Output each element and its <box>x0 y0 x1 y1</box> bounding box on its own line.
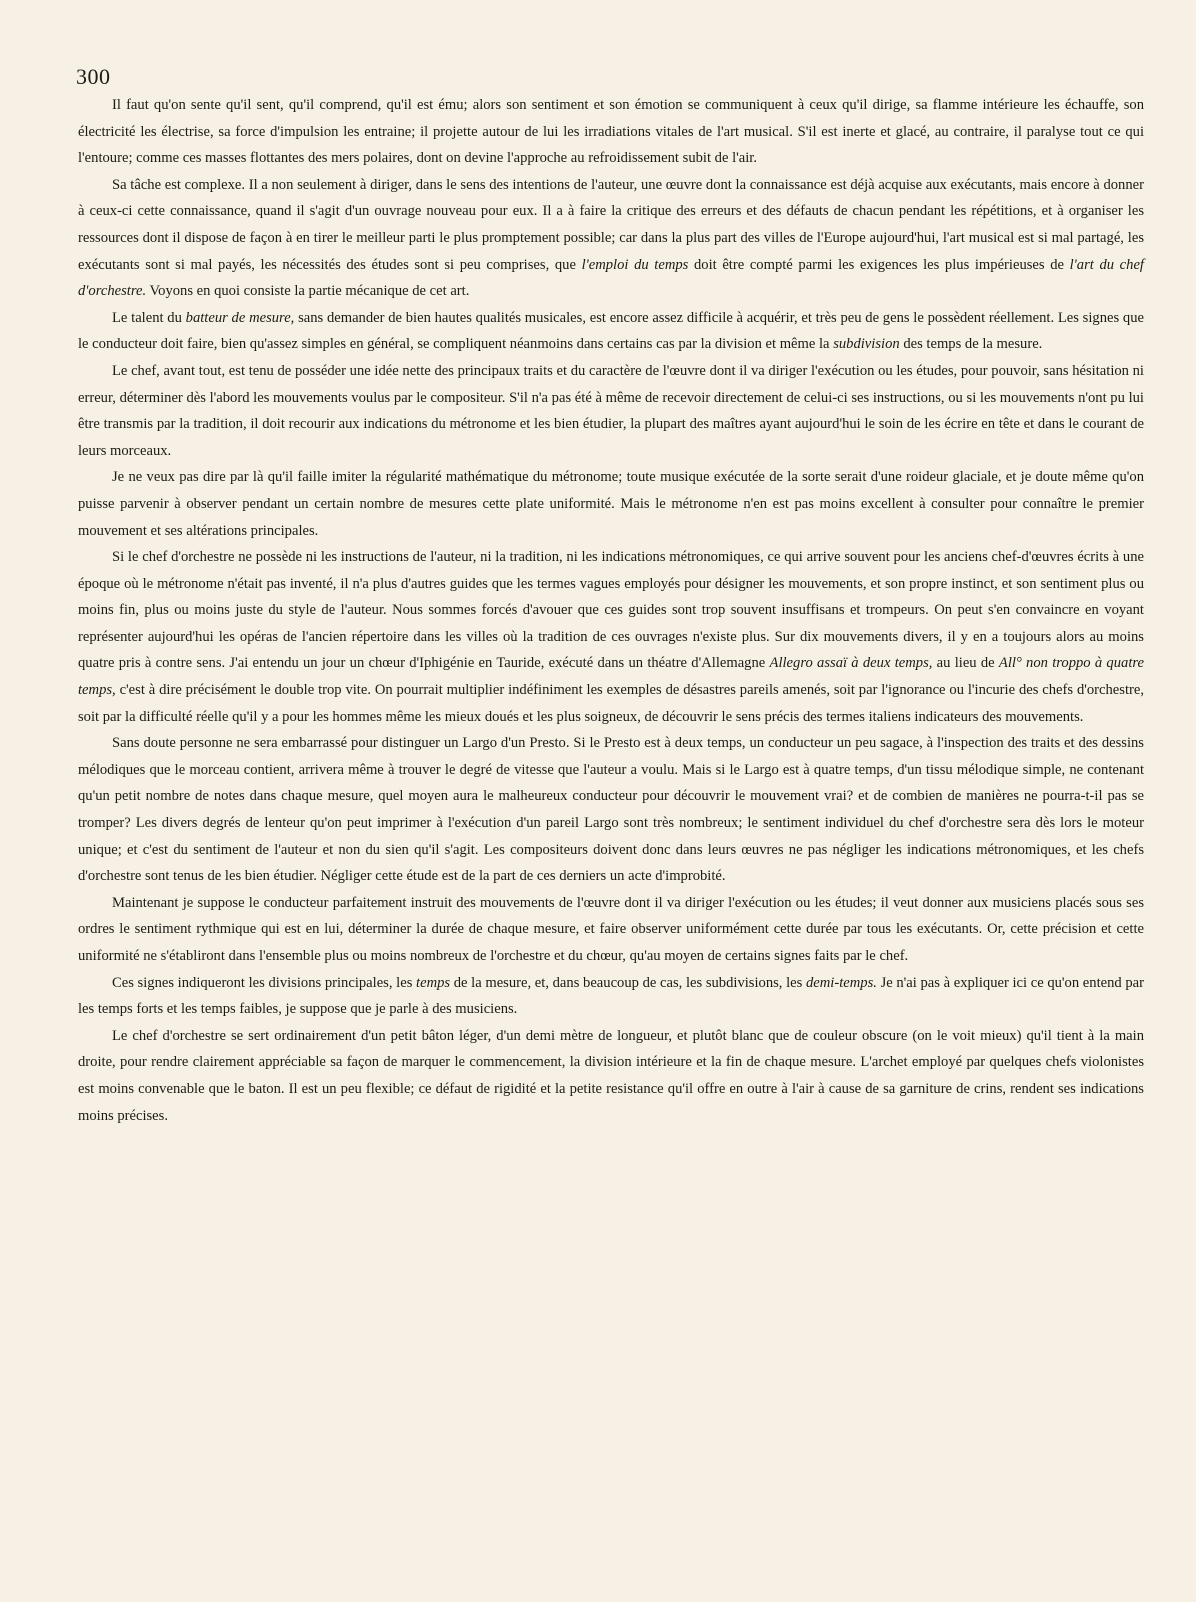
text-run: Il faut qu'on sente qu'il sent, qu'il comprend, qu'il est ému; alors son sentiment et son émotion se communiquent à ceux qu'il dirige, sa flamme intérieure les échauffe, son électricité les électrise, sa force d'impulsion les entraine; il projette autour de lui les irradiations vitales de l'art musical. S'il est inerte et glacé, au contraire, il paralyse tout ce qui l'entoure; comme ces masses flottantes des mers polaires, dont on devine l'approche au refroidissement subit de l'air. <box>78 97 1144 167</box>
paragraph <box>78 92 1144 172</box>
text-run: au lieu de <box>932 655 999 672</box>
paragraph <box>78 970 1144 1023</box>
text-run: Le talent du <box>112 309 186 326</box>
text-run: Sans doute personne ne sera embarrassé pour distinguer un Largo d'un Presto. Si le Presto est à deux temps, un conducteur un peu sagace, à l'inspection des traits et des dessins mélodiques que le morceau contient, arrivera même à trouver le degré de vitesse que l'auteur a voulu. Mais si le Largo est à quatre temps, d'un tissu mélodique simple, ne contenant qu'un petit nombre de notes dans chaque mesure, quel moyen aura le malheureux conducteur pour découvrir le mouvement vrai? et de combien de manières ne pourra-t-il pas se tromper? Les divers degrés de lenteur qu'on peut imprimer à l'exécution d'un pareil Largo sont très nombreux; le sentiment individuel du chef d'orchestre sera dès lors le moteur unique; et c'est du sentiment de l'auteur et non du sien qu'il s'agit. Les compositeurs doivent donc dans leurs œuvres ne pas négliger les indications métronomiques, et les chefs d'orchestre sont tenus de les bien étudier. Négliger cette étude est de la part de ces derniers un acte d'improbité. <box>78 735 1144 885</box>
text-run: des temps de la mesure. <box>899 336 1043 353</box>
italic-term: l'emploi du temps <box>581 256 689 273</box>
body-text <box>78 92 1144 1129</box>
text-run: Le chef d'orchestre se sert ordinairement d'un petit bâton léger, d'un demi mètre de longueur, et plutôt blanc que de couleur obscure (on le voit mieux) qu'il tient à la main droite, pour rendre clairement appréciable sa façon de marquer le commencement, la division intérieure et la fin de chaque mesure. L'archet employé par quelques chefs violonistes est moins convenable que le baton. Il est un peu flexible; ce défaut de rigidité et la petite resistance qu'il offre en outre à l'air à cause de sa garniture de crins, rendent ses indications moins précises. <box>78 1027 1144 1124</box>
italic-term: subdivision <box>833 336 900 353</box>
text-run: sans demander de bien hautes qualités musicales, est encore assez difficile à acquérir, et très peu de gens le possèdent réellement. Les signes que le conducteur doit faire, bien qu'assez simples en général, se compliquent néanmoins dans certains cas par la division et même la <box>78 309 1144 353</box>
text-run: Je ne veux pas dire par là qu'il faille imiter la régularité mathématique du métronome; toute musique exécutée de la sorte serait d'une roideur glaciale, et je doute même qu'on puisse parvenir à observer pendant un certain nombre de mesures cette plate uniformité. Mais le métronome n'en est pas moins excellent à consulter pour connaître le premier mouvement et ses altérations principales. <box>78 469 1144 539</box>
paragraph <box>78 730 1144 890</box>
text-run: c'est à dire précisément le double trop vite. On pourrait multiplier indéfiniment les exemples de désastres pareils amenés, soit par l'ignorance ou l'incurie des chefs d'orchestre, soit par la difficulté réelle qu'il y a pour les hommes même les mieux doués et les plus soigneux, de découvrir le sens précis des termes italiens indicateurs des mouvements. <box>78 682 1144 725</box>
text-run: Je n'ai pas à expliquer ici ce qu'on entend par les temps forts et les temps faibles, je suppose que je parle à des musiciens. <box>78 974 1144 1018</box>
paragraph <box>78 890 1144 970</box>
italic-term: All° non troppo à quatre temps, <box>78 655 1144 699</box>
paragraph <box>78 544 1144 730</box>
text-run: de la mesure, et, dans beaucoup de cas, les subdivisions, les <box>450 974 806 991</box>
text-run: Sa tâche est complexe. Il a non seulement à diriger, dans le sens des intentions de l'auteur, une œuvre dont la connaissance est déjà acquise aux exécutants, mais encore à donner à ceux-ci cette connaissance, quand il s'agit d'un ouvrage nouveau pour eux. Il a à faire la critique des erreurs et des défauts de chacun pendant les répétitions, et à organiser les ressources dont il dispose de façon à en tirer le meilleur parti le plus promptement possible; car dans la plus part des villes de l'Europe aujourd'hui, l'art musical est si mal partagé, les exécutants sont si mal payés, les nécessités des études sont si peu comprises, que <box>78 176 1144 273</box>
italic-term: demi-temps. <box>805 974 877 991</box>
text-run: doit être compté parmi les exigences les plus impérieuses de <box>688 256 1070 273</box>
text-run: Le chef, avant tout, est tenu de posséder une idée nette des principaux traits et du caractère de l'œuvre dont il va diriger l'exécution ou les études, pour pouvoir, sans hésitation ni erreur, déterminer dès l'abord les mouvements voulus par le compositeur. S'il n'a pas été à même de recevoir directement de celui-ci ses instructions, ou si les mouvements n'ont pu lui être transmis par la tradition, il doit recourir aux indications du métronome et les bien étudier, la plupart des maîtres ayant aujourd'hui le soin de les écrire en tête et dans le courant de leurs morceaux. <box>78 362 1144 459</box>
paragraph <box>78 358 1144 464</box>
text-run: Si le chef d'orchestre ne possède ni les instructions de l'auteur, ni la tradition, ni les indications métronomiques, ce qui arrive souvent pour les anciens chef-d'œuvres écrits à une époque où le métronome n'était pas inventé, il n'a plus d'autres guides que les termes vagues employés pour désigner les mouvements, et son propre instinct, et son sentiment plus ou moins fin, plus ou moins juste du style de l'auteur. Nous sommes forcés d'avouer que ces guides sont trop souvent insuffisans et trompeurs. On peut s'en convaincre en voyant représenter aujourd'hui les opéras de l'ancien répertoire dans les villes où la tradition de ces ouvrages n'existe plus. Sur dix mouvements divers, il y en a toujours alors au moins quatre pris à contre sens. J'ai entendu un jour un chœur d'Iphigénie en Tauride, exécuté dans un théatre d'Allemagne <box>78 549 1144 672</box>
paragraph <box>78 172 1144 305</box>
text-run: Maintenant je suppose le conducteur parfaitement instruit des mouvements de l'œuvre dont il va diriger l'exécution ou les études; il veut donner aux musiciens placés sous ses ordres le sentiment rythmique qui est en lui, déterminer la durée de chaque mesure, et faire observer uniformément cette durée par tous les exécutants. Or, cette précision et cette uniformité ne s'établiront dans l'ensemble plus ou moins nombreux de l'orchestre et du chœur, qu'au moyen de certains signes faits par le chef. <box>78 894 1144 964</box>
paragraph <box>78 305 1144 358</box>
paragraph <box>78 1023 1144 1129</box>
italic-term: temps <box>416 974 451 991</box>
text-run: Ces signes indiqueront les divisions principales, les <box>112 974 417 991</box>
italic-term: Allegro assaï à deux temps, <box>769 655 933 672</box>
text-run: Voyons en quoi consiste la partie mécanique de cet art. <box>146 283 470 300</box>
paragraph <box>78 464 1144 544</box>
page-number: 300 <box>76 64 111 89</box>
italic-term: batteur de mesure, <box>185 309 295 326</box>
italic-term: l'art du chef d'orchestre. <box>78 256 1144 300</box>
